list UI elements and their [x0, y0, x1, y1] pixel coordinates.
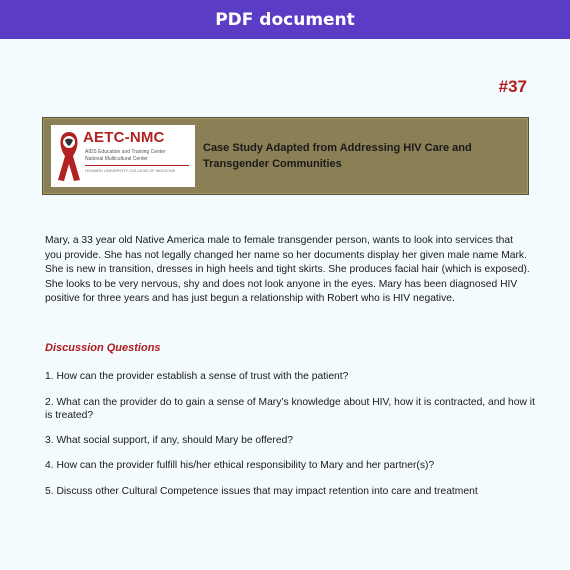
- banner-title: Case Study Adapted from Addressing HIV Care and Transgender Communities: [203, 142, 472, 170]
- question-item: 1. How can the provider establish a sense of trust with the patient?: [45, 371, 349, 382]
- header-bar: [0, 0, 570, 39]
- question-item: 3. What social support, if any, should Mary be offered?: [45, 434, 294, 446]
- question-list: [45, 370, 535, 510]
- question-item: 2. What can the provider do to gain a sense of Mary’s knowledge about HIV, how it is contracted, and how it is treated?: [45, 396, 535, 421]
- logo-subtitle-1: AIDS Education and Training Center: [85, 149, 166, 155]
- logo-name: AETC-NMC: [83, 129, 165, 146]
- case-study-banner: [42, 117, 529, 195]
- logo-subtitle-3: HOWARD UNIVERSITY COLLEGE OF MEDICINE: [85, 168, 176, 173]
- question-item: 5. Discuss other Cultural Competence issues that may impact retention into care and treatment: [45, 485, 478, 497]
- case-description: Mary, a 33 year old Native America male to female transgender person, wants to look into services that you provide. She has not legally changed her name so her documents display her given male name Mark. She is new in transition, dresses in high heels and tight skirts. She produces facial hair (which is exposed). She looks to be very nervous, shy and does not look anyone in the eyes. Mary has been diagnosed HIV positive for three years and has just begun a relationship with Robert who is HIV negative.: [45, 235, 530, 304]
- aids-ribbon-icon: [55, 128, 83, 184]
- header-title: PDF document: [215, 9, 355, 30]
- page-number: #37: [498, 77, 527, 96]
- logo-subtitle-2: National Multicultural Center: [85, 156, 148, 162]
- discussion-heading: Discussion Questions: [45, 342, 161, 354]
- logo-divider: [85, 165, 189, 166]
- aetc-logo: [51, 125, 195, 187]
- question-item: 4. How can the provider fulfill his/her ethical responsibility to Mary and her partner(s)?: [45, 460, 435, 471]
